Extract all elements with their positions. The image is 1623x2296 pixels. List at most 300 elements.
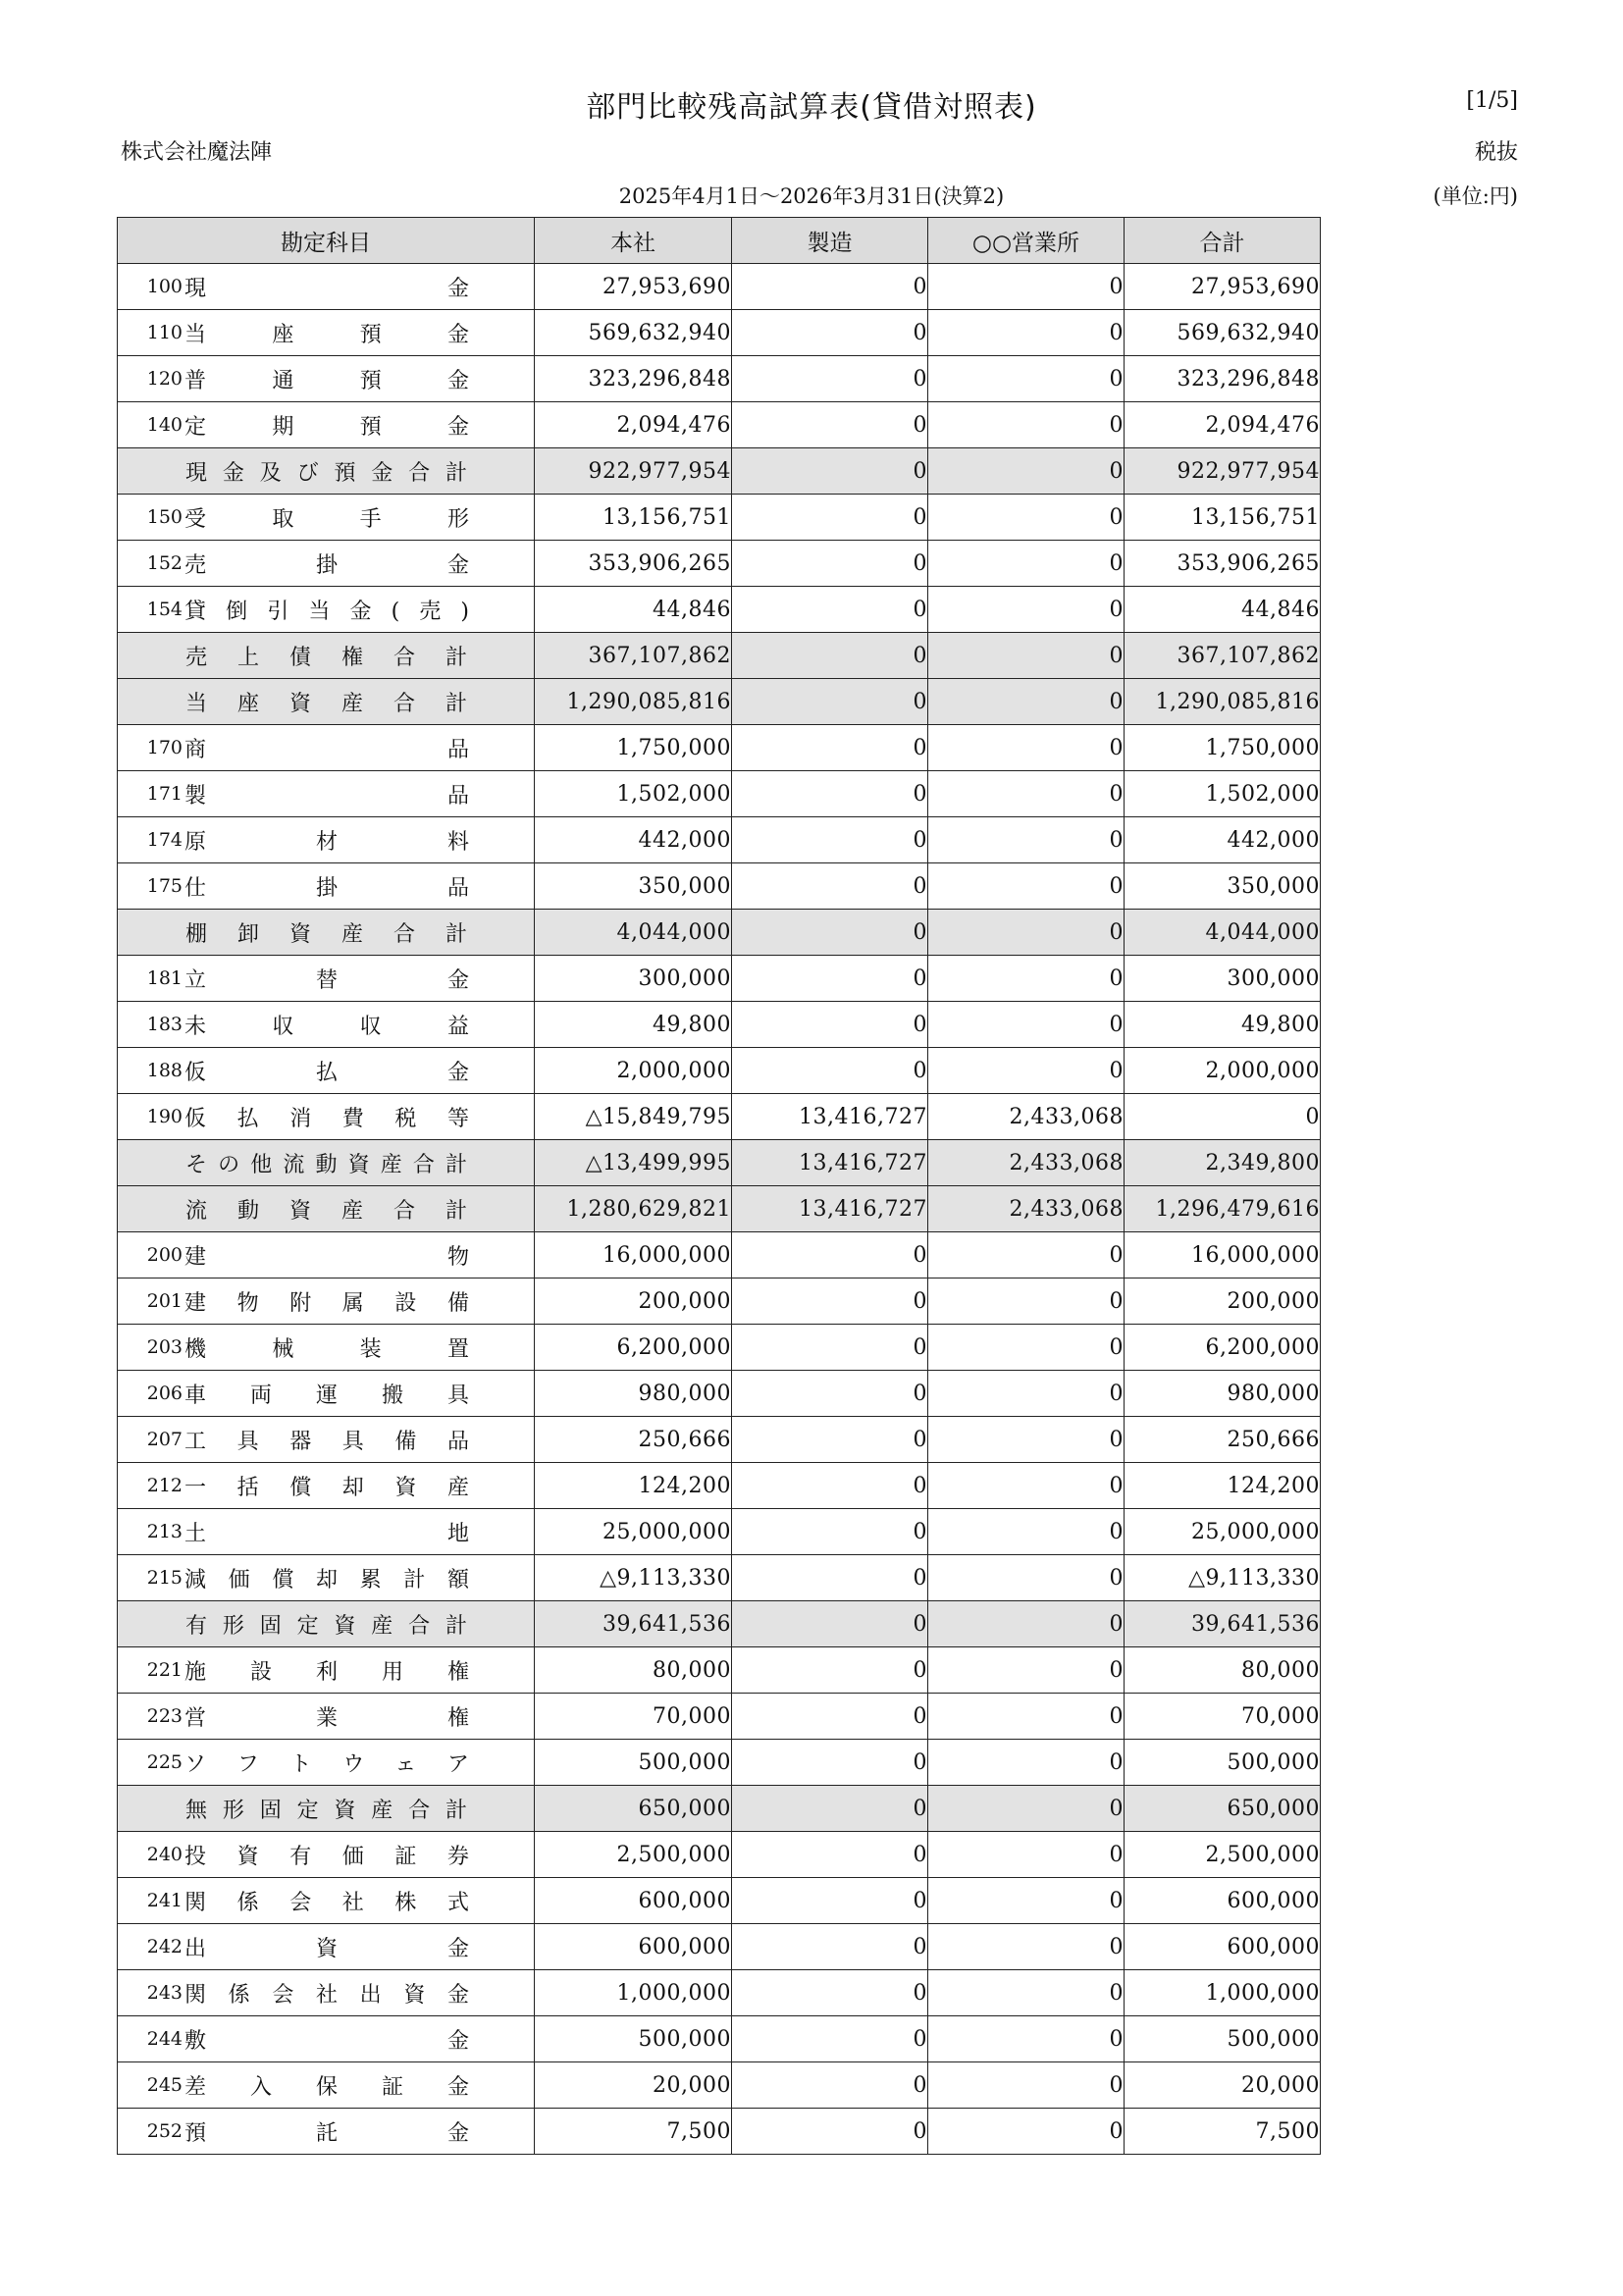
table-row bbox=[118, 587, 1321, 633]
total-amount: 2,500,000 bbox=[1125, 1832, 1321, 1878]
manufacturing-amount: 13,416,727 bbox=[732, 1140, 928, 1186]
sales-office-amount: 0 bbox=[928, 1555, 1125, 1601]
total-amount: 1,000,000 bbox=[1125, 1970, 1321, 2016]
sales-office-amount: 0 bbox=[928, 1232, 1125, 1278]
table-row bbox=[118, 1694, 1321, 1740]
table-row bbox=[118, 1878, 1321, 1924]
account-name: 売掛金 bbox=[184, 552, 469, 578]
account-code: 152 bbox=[146, 552, 183, 574]
head-office-amount: 25,000,000 bbox=[535, 1509, 732, 1555]
head-office-amount: 4,044,000 bbox=[535, 910, 732, 956]
head-office-amount: △13,499,995 bbox=[535, 1140, 732, 1186]
account-code: 203 bbox=[146, 1336, 183, 1358]
table-row bbox=[118, 1555, 1321, 1601]
table-row bbox=[118, 725, 1321, 771]
account-name: 原材料 bbox=[184, 829, 469, 855]
account-code: 241 bbox=[146, 1890, 183, 1911]
account-name: 製品 bbox=[184, 783, 469, 809]
head-office-amount: 442,000 bbox=[535, 817, 732, 863]
account-name: 未収収益 bbox=[184, 1014, 469, 1039]
account-cell bbox=[118, 2062, 535, 2109]
account-code: 170 bbox=[146, 737, 183, 758]
account-name: 仮払金 bbox=[184, 1060, 469, 1085]
manufacturing-amount: 0 bbox=[732, 1740, 928, 1786]
account-code: 200 bbox=[146, 1244, 183, 1266]
total-amount: 0 bbox=[1125, 1094, 1321, 1140]
account-cell bbox=[118, 1417, 535, 1463]
account-cell bbox=[118, 1555, 535, 1601]
table-row bbox=[118, 1463, 1321, 1509]
account-code: 223 bbox=[146, 1705, 183, 1727]
head-office-amount: 600,000 bbox=[535, 1924, 732, 1970]
total-amount: 49,800 bbox=[1125, 1002, 1321, 1048]
table-row bbox=[118, 771, 1321, 817]
account-code: 188 bbox=[146, 1060, 183, 1081]
company-name: 株式会社魔法陣 bbox=[121, 140, 273, 165]
table-row bbox=[118, 1647, 1321, 1694]
account-code: 140 bbox=[146, 414, 183, 436]
sales-office-amount: 0 bbox=[928, 1325, 1125, 1371]
total-amount: 500,000 bbox=[1125, 1740, 1321, 1786]
table-header-row bbox=[118, 218, 1321, 264]
account-name: 仮払消費税等 bbox=[184, 1106, 469, 1131]
header-account: 勘定科目 bbox=[118, 218, 535, 264]
page-number: [1/5] bbox=[1466, 88, 1518, 113]
account-cell bbox=[118, 1647, 535, 1694]
total-amount: 20,000 bbox=[1125, 2062, 1321, 2109]
table-row bbox=[118, 1094, 1321, 1140]
manufacturing-amount: 0 bbox=[732, 587, 928, 633]
account-code: 207 bbox=[146, 1429, 183, 1450]
table-row bbox=[118, 264, 1321, 310]
account-cell bbox=[118, 863, 535, 910]
account-cell bbox=[118, 771, 535, 817]
sales-office-amount: 0 bbox=[928, 1278, 1125, 1325]
total-amount: 250,666 bbox=[1125, 1417, 1321, 1463]
manufacturing-amount: 0 bbox=[732, 1924, 928, 1970]
manufacturing-amount: 0 bbox=[732, 725, 928, 771]
head-office-amount: 2,000,000 bbox=[535, 1048, 732, 1094]
head-office-amount: 6,200,000 bbox=[535, 1325, 732, 1371]
account-cell bbox=[118, 1232, 535, 1278]
manufacturing-amount: 0 bbox=[732, 1601, 928, 1647]
account-name: 一括償却資産 bbox=[184, 1475, 469, 1500]
total-amount: 80,000 bbox=[1125, 1647, 1321, 1694]
head-office-amount: 1,280,629,821 bbox=[535, 1186, 732, 1232]
account-cell bbox=[118, 264, 535, 310]
head-office-amount: 16,000,000 bbox=[535, 1232, 732, 1278]
manufacturing-amount: 0 bbox=[732, 1278, 928, 1325]
table-row bbox=[118, 1832, 1321, 1878]
account-cell bbox=[118, 633, 535, 679]
table-row bbox=[118, 1232, 1321, 1278]
account-code: 212 bbox=[146, 1475, 183, 1496]
sales-office-amount: 0 bbox=[928, 725, 1125, 771]
account-cell bbox=[118, 1325, 535, 1371]
account-cell bbox=[118, 310, 535, 356]
sales-office-amount: 0 bbox=[928, 1417, 1125, 1463]
head-office-amount: 49,800 bbox=[535, 1002, 732, 1048]
head-office-amount: △15,849,795 bbox=[535, 1094, 732, 1140]
head-office-amount: 300,000 bbox=[535, 956, 732, 1002]
head-office-amount: 200,000 bbox=[535, 1278, 732, 1325]
head-office-amount: 1,502,000 bbox=[535, 771, 732, 817]
sales-office-amount: 0 bbox=[928, 1970, 1125, 2016]
account-code: 150 bbox=[146, 506, 183, 528]
manufacturing-amount: 0 bbox=[732, 1970, 928, 2016]
account-name: ソフトウェア bbox=[184, 1751, 469, 1777]
table-row bbox=[118, 402, 1321, 448]
manufacturing-amount: 0 bbox=[732, 1417, 928, 1463]
manufacturing-amount: 0 bbox=[732, 495, 928, 541]
account-code: 100 bbox=[146, 276, 183, 297]
manufacturing-amount: 0 bbox=[732, 1786, 928, 1832]
table-row bbox=[118, 1970, 1321, 2016]
table-row bbox=[118, 1417, 1321, 1463]
manufacturing-amount: 0 bbox=[732, 1002, 928, 1048]
account-code: 244 bbox=[146, 2028, 183, 2050]
account-code: 213 bbox=[146, 1521, 183, 1542]
sales-office-amount: 0 bbox=[928, 1832, 1125, 1878]
report-title: 部門比較残高試算表(貸借対照表) bbox=[586, 90, 1037, 125]
account-name: 営業権 bbox=[184, 1705, 469, 1731]
sales-office-amount: 0 bbox=[928, 2016, 1125, 2062]
head-office-amount: 2,500,000 bbox=[535, 1832, 732, 1878]
subtotal-row bbox=[118, 633, 1321, 679]
account-cell bbox=[118, 725, 535, 771]
account-name: 普通預金 bbox=[184, 368, 469, 393]
account-name: 受取手形 bbox=[184, 506, 469, 532]
sales-office-amount: 0 bbox=[928, 264, 1125, 310]
total-amount: 569,632,940 bbox=[1125, 310, 1321, 356]
head-office-amount: 1,290,085,816 bbox=[535, 679, 732, 725]
head-office-amount: 124,200 bbox=[535, 1463, 732, 1509]
sales-office-amount: 0 bbox=[928, 1694, 1125, 1740]
account-code: 245 bbox=[146, 2074, 183, 2096]
account-code: 174 bbox=[146, 829, 183, 851]
account-cell bbox=[118, 1278, 535, 1325]
account-name: 関係会社株式 bbox=[184, 1890, 469, 1915]
account-cell bbox=[118, 1509, 535, 1555]
total-amount: 323,296,848 bbox=[1125, 356, 1321, 402]
account-name: 土地 bbox=[184, 1521, 469, 1546]
total-amount: 500,000 bbox=[1125, 2016, 1321, 2062]
account-cell bbox=[118, 679, 535, 725]
manufacturing-amount: 0 bbox=[732, 1647, 928, 1694]
total-amount: 350,000 bbox=[1125, 863, 1321, 910]
head-office-amount: 569,632,940 bbox=[535, 310, 732, 356]
manufacturing-amount: 0 bbox=[732, 402, 928, 448]
sales-office-amount: 0 bbox=[928, 1924, 1125, 1970]
manufacturing-amount: 0 bbox=[732, 1694, 928, 1740]
sales-office-amount: 0 bbox=[928, 541, 1125, 587]
account-name: 貸倒引当金(売) bbox=[184, 599, 469, 624]
account-cell bbox=[118, 1371, 535, 1417]
head-office-amount: 80,000 bbox=[535, 1647, 732, 1694]
header-total: 合計 bbox=[1125, 218, 1321, 264]
sales-office-amount: 0 bbox=[928, 402, 1125, 448]
account-code: 215 bbox=[146, 1567, 183, 1589]
manufacturing-amount: 0 bbox=[732, 1509, 928, 1555]
total-amount: 2,000,000 bbox=[1125, 1048, 1321, 1094]
total-amount: 1,296,479,616 bbox=[1125, 1186, 1321, 1232]
sales-office-amount: 0 bbox=[928, 1509, 1125, 1555]
sales-office-amount: 0 bbox=[928, 1740, 1125, 1786]
total-amount: 1,750,000 bbox=[1125, 725, 1321, 771]
table-row bbox=[118, 1278, 1321, 1325]
total-amount: 27,953,690 bbox=[1125, 264, 1321, 310]
head-office-amount: 323,296,848 bbox=[535, 356, 732, 402]
sales-office-amount: 0 bbox=[928, 356, 1125, 402]
head-office-amount: 1,750,000 bbox=[535, 725, 732, 771]
sales-office-amount: 0 bbox=[928, 817, 1125, 863]
subtotal-label: その他流動資産合計 bbox=[185, 1152, 467, 1177]
head-office-amount: 500,000 bbox=[535, 2016, 732, 2062]
table-body bbox=[118, 264, 1321, 2155]
subtotal-label: 現金及び預金合計 bbox=[185, 460, 467, 486]
subtotal-label: 棚卸資産合計 bbox=[185, 921, 467, 947]
head-office-amount: 353,906,265 bbox=[535, 541, 732, 587]
account-name: 当座預金 bbox=[184, 322, 469, 347]
manufacturing-amount: 0 bbox=[732, 1048, 928, 1094]
head-office-amount: 922,977,954 bbox=[535, 448, 732, 495]
account-code: 190 bbox=[146, 1106, 183, 1127]
total-amount: 922,977,954 bbox=[1125, 448, 1321, 495]
account-name: 商品 bbox=[184, 737, 469, 762]
total-amount: 353,906,265 bbox=[1125, 541, 1321, 587]
manufacturing-amount: 0 bbox=[732, 1555, 928, 1601]
manufacturing-amount: 0 bbox=[732, 771, 928, 817]
account-cell bbox=[118, 817, 535, 863]
total-amount: 300,000 bbox=[1125, 956, 1321, 1002]
account-cell bbox=[118, 1002, 535, 1048]
head-office-amount: 20,000 bbox=[535, 2062, 732, 2109]
head-office-amount: 1,000,000 bbox=[535, 1970, 732, 2016]
head-office-amount: 250,666 bbox=[535, 1417, 732, 1463]
total-amount: 1,502,000 bbox=[1125, 771, 1321, 817]
account-code: 181 bbox=[146, 967, 183, 989]
manufacturing-amount: 0 bbox=[732, 910, 928, 956]
head-office-amount: 600,000 bbox=[535, 1878, 732, 1924]
tax-mode: 税抜 bbox=[1474, 140, 1518, 165]
subtotal-row bbox=[118, 1140, 1321, 1186]
table-row bbox=[118, 817, 1321, 863]
sales-office-amount: 0 bbox=[928, 1371, 1125, 1417]
total-amount: 600,000 bbox=[1125, 1878, 1321, 1924]
account-name: 施設利用権 bbox=[184, 1659, 469, 1685]
account-code: 171 bbox=[146, 783, 183, 805]
manufacturing-amount: 0 bbox=[732, 633, 928, 679]
table-row bbox=[118, 356, 1321, 402]
manufacturing-amount: 0 bbox=[732, 1371, 928, 1417]
total-amount: 200,000 bbox=[1125, 1278, 1321, 1325]
report-period: 2025年4月1日～2026年3月31日(決算2) bbox=[618, 184, 1005, 208]
account-cell bbox=[118, 1786, 535, 1832]
manufacturing-amount: 0 bbox=[732, 1878, 928, 1924]
sales-office-amount: 2,433,068 bbox=[928, 1186, 1125, 1232]
total-amount: 442,000 bbox=[1125, 817, 1321, 863]
manufacturing-amount: 0 bbox=[732, 541, 928, 587]
manufacturing-amount: 0 bbox=[732, 264, 928, 310]
table-row bbox=[118, 1924, 1321, 1970]
head-office-amount: 39,641,536 bbox=[535, 1601, 732, 1647]
total-amount: 600,000 bbox=[1125, 1924, 1321, 1970]
sales-office-amount: 0 bbox=[928, 448, 1125, 495]
account-cell bbox=[118, 587, 535, 633]
sales-office-amount: 0 bbox=[928, 1786, 1125, 1832]
manufacturing-amount: 0 bbox=[732, 956, 928, 1002]
table-row bbox=[118, 1325, 1321, 1371]
table-row bbox=[118, 863, 1321, 910]
sales-office-amount: 0 bbox=[928, 310, 1125, 356]
account-code: 154 bbox=[146, 599, 183, 620]
manufacturing-amount: 13,416,727 bbox=[732, 1094, 928, 1140]
head-office-amount: 70,000 bbox=[535, 1694, 732, 1740]
total-amount: 980,000 bbox=[1125, 1371, 1321, 1417]
account-name: 出資金 bbox=[184, 1936, 469, 1961]
table-row bbox=[118, 1509, 1321, 1555]
total-amount: 650,000 bbox=[1125, 1786, 1321, 1832]
head-office-amount: 7,500 bbox=[535, 2109, 732, 2155]
total-amount: 2,094,476 bbox=[1125, 402, 1321, 448]
subtotal-row bbox=[118, 1601, 1321, 1647]
subtotal-label: 当座資産合計 bbox=[185, 691, 467, 716]
account-code: 225 bbox=[146, 1751, 183, 1773]
sales-office-amount: 0 bbox=[928, 2109, 1125, 2155]
account-cell bbox=[118, 2109, 535, 2155]
account-code: 175 bbox=[146, 875, 183, 897]
account-cell bbox=[118, 1970, 535, 2016]
sales-office-amount: 0 bbox=[928, 2062, 1125, 2109]
table-row bbox=[118, 1740, 1321, 1786]
manufacturing-amount: 0 bbox=[732, 356, 928, 402]
table-row bbox=[118, 2062, 1321, 2109]
head-office-amount: 980,000 bbox=[535, 1371, 732, 1417]
table-row bbox=[118, 310, 1321, 356]
head-office-amount: 2,094,476 bbox=[535, 402, 732, 448]
head-office-amount: 27,953,690 bbox=[535, 264, 732, 310]
sales-office-amount: 0 bbox=[928, 1002, 1125, 1048]
sales-office-amount: 0 bbox=[928, 495, 1125, 541]
account-cell bbox=[118, 356, 535, 402]
account-name: 車両運搬具 bbox=[184, 1383, 469, 1408]
account-cell bbox=[118, 495, 535, 541]
account-cell bbox=[118, 541, 535, 587]
account-name: 現金 bbox=[184, 276, 469, 301]
account-name: 関係会社出資金 bbox=[184, 1982, 469, 2008]
subtotal-label: 売上債権合計 bbox=[185, 645, 467, 670]
account-name: 建物附属設備 bbox=[184, 1290, 469, 1316]
account-name: 定期預金 bbox=[184, 414, 469, 440]
manufacturing-amount: 13,416,727 bbox=[732, 1186, 928, 1232]
account-cell bbox=[118, 402, 535, 448]
account-cell bbox=[118, 1140, 535, 1186]
total-amount: 25,000,000 bbox=[1125, 1509, 1321, 1555]
table-row bbox=[118, 956, 1321, 1002]
subtotal-label: 有形固定資産合計 bbox=[185, 1613, 467, 1639]
account-name: 預託金 bbox=[184, 2120, 469, 2146]
account-cell bbox=[118, 1694, 535, 1740]
account-cell bbox=[118, 1601, 535, 1647]
sales-office-amount: 0 bbox=[928, 910, 1125, 956]
sales-office-amount: 0 bbox=[928, 1463, 1125, 1509]
account-name: 投資有価証券 bbox=[184, 1844, 469, 1869]
account-code: 252 bbox=[146, 2120, 183, 2142]
account-cell bbox=[118, 448, 535, 495]
account-code: 183 bbox=[146, 1014, 183, 1035]
account-name: 立替金 bbox=[184, 967, 469, 993]
manufacturing-amount: 0 bbox=[732, 679, 928, 725]
subtotal-row bbox=[118, 1186, 1321, 1232]
header-head-office: 本社 bbox=[535, 218, 732, 264]
account-name: 敷金 bbox=[184, 2028, 469, 2054]
table-row bbox=[118, 1048, 1321, 1094]
manufacturing-amount: 0 bbox=[732, 310, 928, 356]
sales-office-amount: 0 bbox=[928, 1878, 1125, 1924]
account-name: 工具器具備品 bbox=[184, 1429, 469, 1454]
head-office-amount: 650,000 bbox=[535, 1786, 732, 1832]
account-cell bbox=[118, 2016, 535, 2062]
table-row bbox=[118, 1002, 1321, 1048]
manufacturing-amount: 0 bbox=[732, 1832, 928, 1878]
table-row bbox=[118, 541, 1321, 587]
account-cell bbox=[118, 1186, 535, 1232]
sales-office-amount: 0 bbox=[928, 587, 1125, 633]
total-amount: 13,156,751 bbox=[1125, 495, 1321, 541]
manufacturing-amount: 0 bbox=[732, 817, 928, 863]
header-sales-office: ○○営業所 bbox=[928, 218, 1125, 264]
account-cell bbox=[118, 1924, 535, 1970]
account-code: 221 bbox=[146, 1659, 183, 1681]
sales-office-amount: 0 bbox=[928, 956, 1125, 1002]
sales-office-amount: 0 bbox=[928, 1048, 1125, 1094]
total-amount: 44,846 bbox=[1125, 587, 1321, 633]
manufacturing-amount: 0 bbox=[732, 863, 928, 910]
account-cell bbox=[118, 910, 535, 956]
total-amount: △9,113,330 bbox=[1125, 1555, 1321, 1601]
subtotal-label: 流動資産合計 bbox=[185, 1198, 467, 1224]
head-office-amount: 44,846 bbox=[535, 587, 732, 633]
account-cell bbox=[118, 1832, 535, 1878]
account-name: 建物 bbox=[184, 1244, 469, 1270]
total-amount: 39,641,536 bbox=[1125, 1601, 1321, 1647]
account-cell bbox=[118, 1878, 535, 1924]
manufacturing-amount: 0 bbox=[732, 1325, 928, 1371]
manufacturing-amount: 0 bbox=[732, 1463, 928, 1509]
header-manufacturing: 製造 bbox=[732, 218, 928, 264]
head-office-amount: 500,000 bbox=[535, 1740, 732, 1786]
manufacturing-amount: 0 bbox=[732, 1232, 928, 1278]
account-code: 206 bbox=[146, 1383, 183, 1404]
sales-office-amount: 0 bbox=[928, 679, 1125, 725]
account-cell bbox=[118, 1463, 535, 1509]
head-office-amount: △9,113,330 bbox=[535, 1555, 732, 1601]
table-row bbox=[118, 1371, 1321, 1417]
sales-office-amount: 2,433,068 bbox=[928, 1094, 1125, 1140]
account-code: 240 bbox=[146, 1844, 183, 1865]
subtotal-row bbox=[118, 679, 1321, 725]
account-cell bbox=[118, 1048, 535, 1094]
account-code: 243 bbox=[146, 1982, 183, 2004]
account-code: 120 bbox=[146, 368, 183, 390]
total-amount: 1,290,085,816 bbox=[1125, 679, 1321, 725]
sales-office-amount: 0 bbox=[928, 771, 1125, 817]
account-name: 機械装置 bbox=[184, 1336, 469, 1362]
total-amount: 16,000,000 bbox=[1125, 1232, 1321, 1278]
sales-office-amount: 0 bbox=[928, 633, 1125, 679]
head-office-amount: 367,107,862 bbox=[535, 633, 732, 679]
account-cell bbox=[118, 956, 535, 1002]
